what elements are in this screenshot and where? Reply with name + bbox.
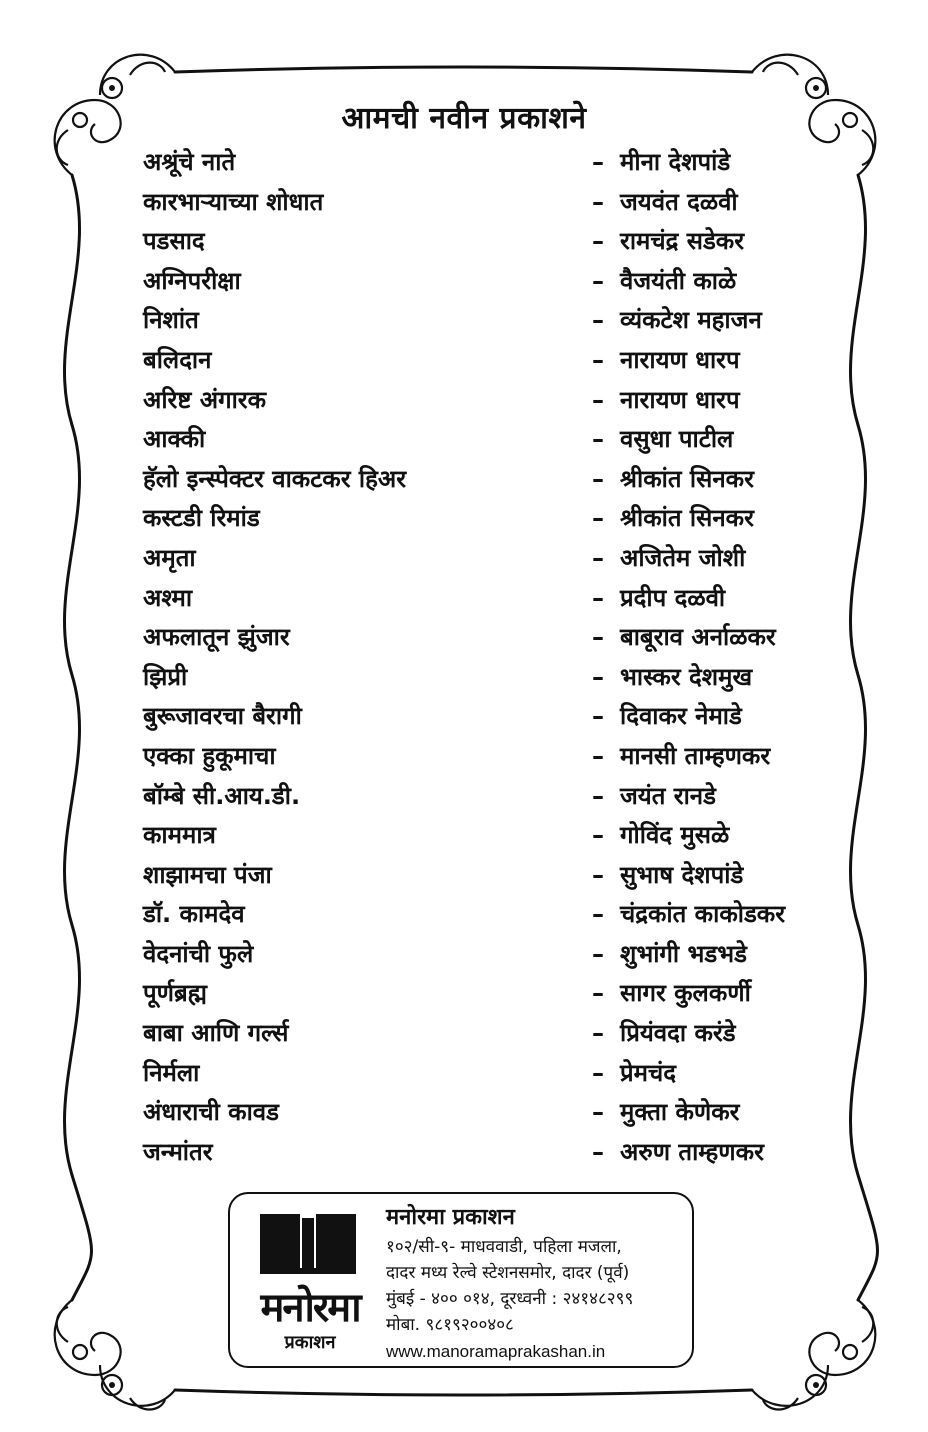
book-author bbox=[592, 262, 736, 302]
author-name: वैजयंती काळे bbox=[620, 266, 737, 295]
book-title: बाबा आणि गर्ल्स bbox=[143, 1019, 289, 1048]
list-item bbox=[0, 1054, 928, 1094]
list-item bbox=[0, 1014, 928, 1054]
book-title: जन्मांतर bbox=[143, 1137, 213, 1166]
author-name: श्रीकांत सिनकर bbox=[620, 464, 754, 493]
book-title: एक्का हुकूमाचा bbox=[143, 741, 276, 770]
list-item bbox=[0, 301, 928, 341]
list-item bbox=[0, 816, 928, 856]
book-author bbox=[592, 579, 725, 619]
address-line-2: दादर मध्य रेल्वे स्टेशनसमोर, दादर (पूर्व) bbox=[386, 1263, 630, 1283]
author-name: नारायण धारप bbox=[620, 385, 740, 414]
separator-dash: – bbox=[592, 1019, 604, 1048]
book-author bbox=[592, 341, 740, 381]
book-author bbox=[592, 856, 743, 896]
separator-dash: – bbox=[592, 266, 604, 295]
open-book-icon bbox=[238, 1208, 378, 1278]
separator-dash: – bbox=[592, 345, 604, 374]
author-name: प्रियंवदा करंडे bbox=[620, 1019, 736, 1048]
website-link[interactable]: www.manoramaprakashan.in bbox=[386, 1342, 606, 1361]
list-item bbox=[0, 777, 928, 817]
book-author bbox=[592, 737, 770, 777]
mobile-number: मोबा. ९८१९२००४०८ bbox=[386, 1315, 514, 1335]
book-title: अंधाराची कावड bbox=[143, 1098, 279, 1127]
separator-dash: – bbox=[592, 148, 604, 176]
list-item bbox=[0, 974, 928, 1014]
separator-dash: – bbox=[592, 464, 604, 493]
book-author bbox=[592, 935, 747, 975]
book-title: डॉ. कामदेव bbox=[143, 900, 245, 929]
publisher-info bbox=[386, 1202, 633, 1366]
publisher-name: मनोरमा प्रकाशन bbox=[386, 1205, 515, 1230]
author-name: व्यंकटेश महाजन bbox=[620, 306, 762, 335]
book-title: कारभाऱ्याच्या शोधात bbox=[143, 187, 324, 216]
list-item bbox=[0, 658, 928, 698]
book-title: अग्निपरीक्षा bbox=[143, 266, 241, 295]
separator-dash: – bbox=[592, 227, 604, 256]
book-author bbox=[592, 895, 785, 935]
book-title: हॅलो इन्स्पेक्टर वाकटकर हिअर bbox=[143, 464, 407, 493]
book-author bbox=[592, 1093, 740, 1133]
list-item bbox=[0, 856, 928, 896]
separator-dash: – bbox=[592, 821, 604, 850]
book-author bbox=[592, 420, 733, 460]
book-author bbox=[592, 1133, 764, 1173]
list-item bbox=[0, 737, 928, 777]
author-name: सागर कुलकर्णी bbox=[620, 979, 751, 1008]
list-item bbox=[0, 183, 928, 223]
separator-dash: – bbox=[592, 543, 604, 572]
list-item bbox=[0, 579, 928, 619]
separator-dash: – bbox=[592, 1098, 604, 1127]
book-author bbox=[592, 143, 730, 183]
author-name: अरुण ताम्हणकर bbox=[620, 1137, 764, 1166]
author-name: दिवाकर नेमाडे bbox=[620, 702, 742, 731]
separator-dash: – bbox=[592, 425, 604, 454]
list-item bbox=[0, 1133, 928, 1173]
book-title: बुरूजावरचा बैरागी bbox=[143, 702, 302, 731]
separator-dash: – bbox=[592, 504, 604, 533]
book-title: पडसाद bbox=[143, 227, 205, 256]
book-author bbox=[592, 1054, 676, 1094]
book-author bbox=[592, 658, 752, 698]
publisher-box bbox=[228, 1192, 694, 1368]
separator-dash: – bbox=[592, 939, 604, 968]
separator-dash: – bbox=[592, 860, 604, 889]
book-title: वेदनांची फुले bbox=[143, 939, 254, 968]
separator-dash: – bbox=[592, 1058, 604, 1087]
list-item bbox=[0, 460, 928, 500]
book-author bbox=[592, 539, 745, 579]
separator-dash: – bbox=[592, 385, 604, 414]
author-name: अजितेम जोशी bbox=[620, 543, 746, 572]
list-item bbox=[0, 499, 928, 539]
separator-dash: – bbox=[592, 662, 604, 691]
separator-dash: – bbox=[592, 1137, 604, 1166]
separator-dash: – bbox=[592, 702, 604, 731]
author-name: सुभाष देशपांडे bbox=[620, 860, 744, 889]
list-item bbox=[0, 381, 928, 421]
address-line-1: १०२/सी-९- माधववाडी, पहिला मजला, bbox=[386, 1237, 622, 1257]
book-author bbox=[592, 460, 754, 500]
book-title: निशांत bbox=[143, 306, 199, 335]
book-author bbox=[592, 777, 716, 817]
list-item bbox=[0, 143, 928, 183]
list-item bbox=[0, 697, 928, 737]
book-author bbox=[592, 222, 744, 262]
logo-subtitle: प्रकाशन bbox=[284, 1332, 336, 1353]
book-title: अश्रूंचे नाते bbox=[143, 148, 236, 176]
book-title: बॉम्बे सी.आय.डी. bbox=[143, 781, 301, 810]
book-author bbox=[592, 381, 740, 421]
list-item bbox=[0, 895, 928, 935]
author-name: मीना देशपांडे bbox=[620, 148, 731, 176]
author-name: बाबूराव अर्नाळकर bbox=[620, 623, 776, 652]
book-author bbox=[592, 499, 754, 539]
book-title: बलिदान bbox=[143, 345, 212, 374]
separator-dash: – bbox=[592, 781, 604, 810]
list-item bbox=[0, 539, 928, 579]
book-title: कस्टडी रिमांड bbox=[143, 504, 260, 533]
author-name: वसुधा पाटील bbox=[620, 425, 734, 454]
author-name: जयवंत दळवी bbox=[620, 187, 738, 216]
author-name: श्रीकांत सिनकर bbox=[620, 504, 754, 533]
book-title: अरिष्ट अंगारक bbox=[143, 385, 267, 414]
author-name: प्रदीप दळवी bbox=[620, 583, 726, 612]
list-item bbox=[0, 1093, 928, 1133]
book-title: काममात्र bbox=[143, 821, 216, 850]
author-name: चंद्रकांत काकोडकर bbox=[620, 900, 786, 929]
author-name: गोविंद मुसळे bbox=[620, 821, 730, 850]
logo-wordmark: मनोरमा bbox=[260, 1285, 360, 1331]
separator-dash: – bbox=[592, 583, 604, 612]
separator-dash: – bbox=[592, 623, 604, 652]
address-line-3: मुंबई - ४०० ०१४, दूरध्वनी : २४१४८२९९ bbox=[386, 1289, 634, 1309]
book-author bbox=[592, 618, 776, 658]
list-item bbox=[0, 420, 928, 460]
list-item bbox=[0, 262, 928, 302]
book-author bbox=[592, 974, 751, 1014]
separator-dash: – bbox=[592, 187, 604, 216]
book-title: अफलातून झुंजार bbox=[143, 623, 290, 652]
separator-dash: – bbox=[592, 306, 604, 335]
list-item bbox=[0, 222, 928, 262]
separator-dash: – bbox=[592, 741, 604, 770]
author-name: भास्कर देशमुख bbox=[620, 662, 753, 691]
book-author bbox=[592, 1014, 736, 1054]
book-list bbox=[0, 143, 928, 1172]
separator-dash: – bbox=[592, 900, 604, 929]
author-name: जयंत रानडे bbox=[620, 781, 716, 810]
book-title: पूर्णब्रह्म bbox=[143, 979, 207, 1008]
author-name: रामचंद्र सडेकर bbox=[620, 227, 745, 256]
list-item bbox=[0, 935, 928, 975]
book-title: निर्मला bbox=[143, 1058, 200, 1087]
book-title: अश्मा bbox=[143, 583, 193, 612]
book-author bbox=[592, 183, 738, 223]
book-author bbox=[592, 697, 742, 737]
author-name: शुभांगी भडभडे bbox=[620, 939, 747, 968]
list-item bbox=[0, 618, 928, 658]
page-title: आमची नवीन प्रकाशने bbox=[341, 101, 587, 136]
book-title: झिप्री bbox=[143, 662, 188, 691]
book-title: शाझामचा पंजा bbox=[143, 860, 272, 889]
publisher-logo bbox=[238, 1208, 378, 1358]
book-author bbox=[592, 816, 729, 856]
author-name: प्रेमचंद bbox=[620, 1058, 676, 1087]
author-name: नारायण धारप bbox=[620, 345, 740, 374]
list-item bbox=[0, 341, 928, 381]
separator-dash: – bbox=[592, 979, 604, 1008]
book-title: अमृता bbox=[143, 543, 196, 572]
author-name: मानसी ताम्हणकर bbox=[620, 741, 771, 770]
book-title: आक्की bbox=[143, 425, 206, 454]
author-name: मुक्ता केणेकर bbox=[620, 1098, 740, 1127]
book-author bbox=[592, 301, 762, 341]
